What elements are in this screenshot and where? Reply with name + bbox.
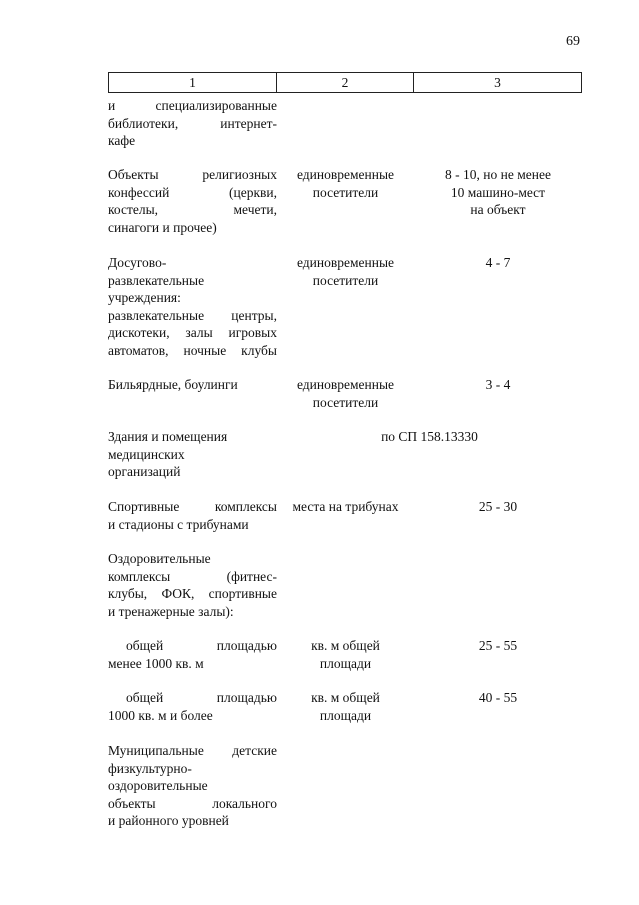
row-label [108, 254, 277, 359]
unit-cell [277, 254, 414, 359]
text-line: места на трибунах [292, 499, 399, 514]
value-cell [414, 742, 582, 830]
table-row [108, 376, 582, 411]
unit-cell [277, 550, 414, 620]
text-line: на объект [470, 202, 526, 217]
text-line: кв. м общей [311, 690, 380, 705]
table-row [108, 166, 582, 236]
text-line: клубы, ФОК, спортивные [108, 586, 277, 601]
value-cell [414, 166, 582, 236]
text-line: менее 1000 кв. м [108, 655, 204, 671]
text-line: дискотеки, залы игровых [108, 325, 277, 340]
text-line: Спортивные комплексы [108, 499, 277, 514]
text-line: Оздоровительные [108, 551, 211, 566]
text-line: 4 - 7 [485, 255, 511, 270]
text-line: 25 - 30 [478, 499, 518, 514]
text-line: Досугово- [108, 255, 167, 270]
table-row [108, 254, 582, 359]
text-line: единовременные [296, 255, 395, 270]
text-line: посетители [312, 272, 379, 288]
value-cell [414, 689, 582, 724]
unit-cell [277, 97, 414, 150]
table-row [108, 637, 582, 672]
column-header-1: 1 [108, 73, 277, 92]
value-cell [414, 550, 582, 620]
row-label [108, 166, 277, 236]
text-line: и специализированные [108, 98, 277, 113]
table-row [108, 742, 582, 830]
text-line: синагоги и прочее) [108, 219, 217, 235]
value-cell [414, 498, 582, 533]
text-line: 3 - 4 [485, 377, 511, 392]
value-cell [414, 254, 582, 359]
unit-cell [277, 689, 414, 724]
text-line: единовременные [296, 377, 395, 392]
page-number: 69 [566, 34, 580, 49]
text-line: 1000 кв. м и более [108, 707, 213, 723]
row-label [108, 689, 277, 724]
text-line: общей площадью [126, 638, 277, 653]
text-line: костелы, мечети, [108, 202, 277, 217]
unit-cell [277, 637, 414, 672]
table-row [108, 689, 582, 724]
text-line: кафе [108, 133, 136, 148]
row-label [108, 498, 277, 533]
text-line: Бильярдные, боулинги [108, 377, 238, 392]
row-label [108, 97, 277, 150]
table-header [108, 72, 582, 93]
text-line: общей площадью [126, 690, 277, 705]
text-line: посетители [312, 184, 379, 200]
text-line: кв. м общей [311, 638, 380, 653]
value-cell [414, 637, 582, 672]
text-line: организаций [108, 464, 181, 479]
text-line: развлекательные центры, [108, 307, 277, 323]
text-line: по СП 158.13330 [381, 429, 478, 444]
value-cell [414, 97, 582, 150]
text-line: и районного уровней [108, 813, 229, 828]
column-header-3: 3 [414, 73, 582, 92]
text-line: физкультурно- [108, 760, 192, 776]
text-line: оздоровительные [108, 778, 208, 793]
table-row [108, 550, 582, 620]
text-line: площади [319, 707, 372, 723]
value-cell [414, 376, 582, 411]
text-line: комплексы (фитнес- [108, 568, 277, 584]
text-line: объекты локального [108, 795, 277, 811]
text-line: 8 - 10, но не менее [445, 167, 551, 182]
text-line: Здания и помещения [108, 429, 228, 444]
column-header-2: 2 [277, 73, 414, 92]
unit-cell [277, 376, 414, 411]
text-line: развлекательные [108, 272, 205, 288]
text-line: автоматов, ночные клубы [108, 342, 277, 358]
text-line: учреждения: [108, 290, 181, 305]
row-label [108, 428, 277, 481]
text-line: Муниципальные детские [108, 743, 277, 758]
table-row [108, 428, 582, 481]
row-label [108, 376, 277, 411]
table-row [108, 498, 582, 533]
unit-cell [277, 166, 414, 236]
text-line: 10 машино-мест [450, 184, 546, 200]
text-line: и тренажерные залы): [108, 603, 234, 619]
text-line: Объекты религиозных [108, 167, 277, 182]
text-line: библиотеки, интернет- [108, 115, 277, 131]
table-row [108, 97, 582, 150]
text-line: площади [319, 655, 372, 671]
row-label [108, 550, 277, 620]
text-line: 25 - 55 [478, 638, 518, 653]
text-line: и стадионы с трибунами [108, 516, 249, 532]
row-label [108, 637, 277, 672]
row-label [108, 742, 277, 830]
text-line: конфессий (церкви, [108, 184, 277, 200]
text-line: 40 - 55 [478, 690, 518, 705]
text-line: посетители [312, 394, 379, 410]
text-line: единовременные [296, 167, 395, 182]
text-line: медицинских [108, 446, 185, 462]
merged-value-cell [277, 428, 582, 481]
unit-cell [277, 498, 414, 533]
unit-cell [277, 742, 414, 830]
